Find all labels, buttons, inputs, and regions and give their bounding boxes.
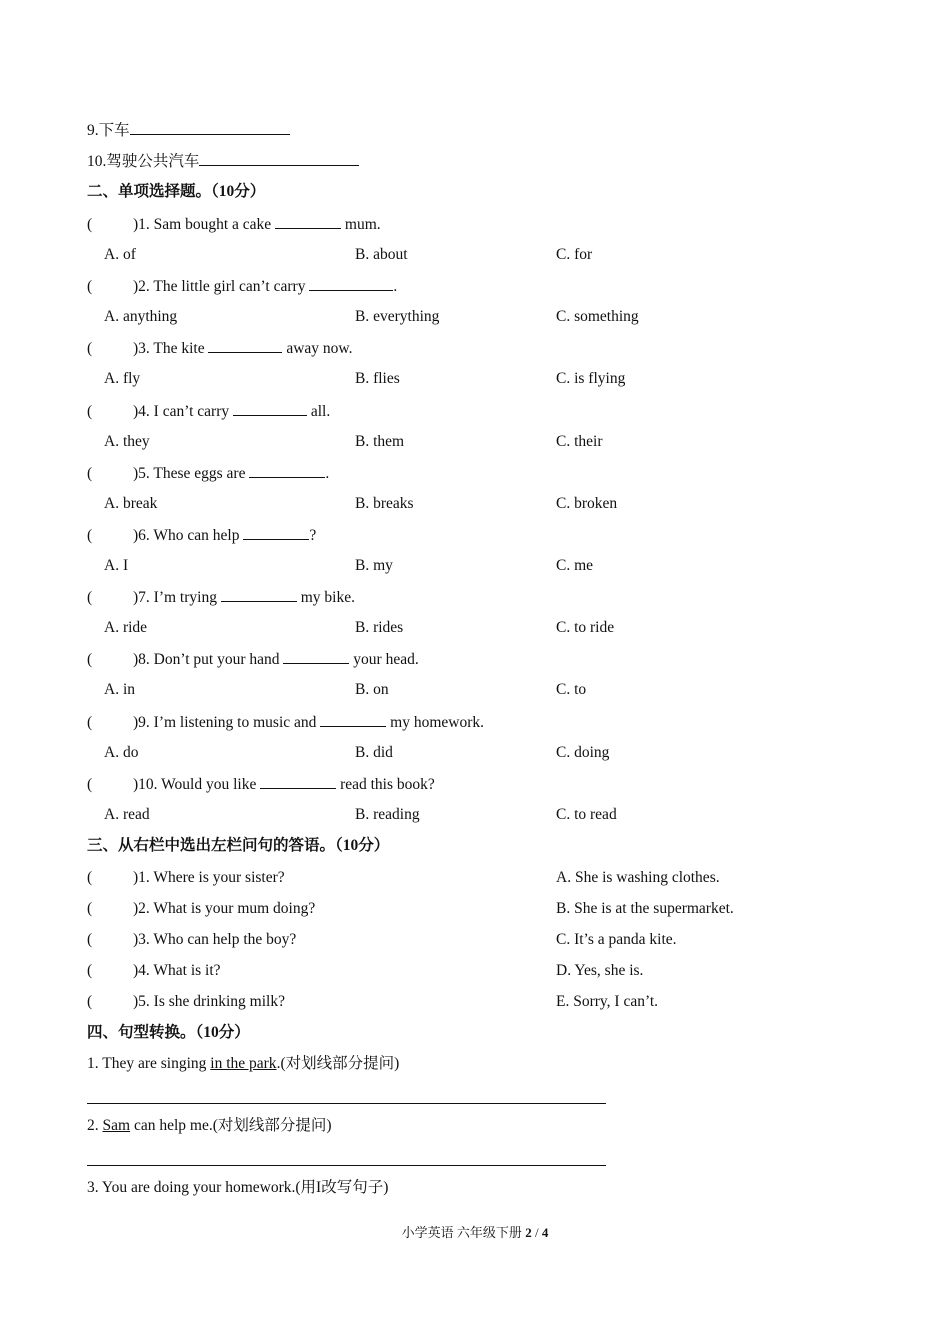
match-question-text: )5. Is she drinking milk? — [133, 993, 285, 1010]
question-stem-end: all. — [306, 402, 331, 420]
question-stem-end: away now. — [282, 340, 353, 358]
section4-question-1 — [87, 1054, 399, 1074]
footer-separator: / — [531, 1225, 542, 1240]
question-stem: )6. Who can help — [133, 527, 244, 544]
answer-paren[interactable]: ( — [87, 931, 93, 948]
question-stem-end: read this book? — [336, 775, 435, 793]
option-b[interactable]: B. about — [355, 246, 408, 263]
fill-blank — [260, 774, 336, 789]
option-c[interactable]: C. for — [556, 246, 593, 263]
answer-paren[interactable]: ( — [87, 962, 93, 979]
match-answer: E. Sorry, I can’t. — [556, 993, 659, 1010]
option-a[interactable]: A. I — [104, 557, 129, 574]
option-b[interactable]: B. flies — [355, 370, 400, 388]
question-stem: )2. The little girl can’t carry — [133, 278, 310, 296]
section4-title: 四、句型转换。（10分） — [87, 1024, 250, 1041]
fill-blank — [243, 525, 309, 540]
question-stem-end: . — [393, 278, 398, 296]
section4-question-2 — [87, 1116, 332, 1136]
q-instruction: can help me.(对划线部分提问) — [130, 1117, 332, 1134]
option-c[interactable]: C. to — [556, 681, 587, 699]
answer-paren[interactable]: ( — [87, 869, 93, 886]
match-question — [87, 961, 221, 981]
question-stem: )4. I can’t carry — [133, 402, 233, 420]
question-stem: )7. I’m trying — [133, 589, 221, 607]
answer-paren[interactable]: ( — [87, 589, 93, 607]
vocab-text: 9.下车 — [87, 122, 130, 139]
footer-page-number: 2 — [525, 1225, 532, 1240]
match-answer: B. She is at the supermarket. — [556, 900, 734, 917]
answer-line[interactable] — [87, 1103, 606, 1104]
question-stem: )3. The kite — [133, 340, 209, 358]
question-row — [87, 774, 435, 795]
option-a[interactable]: A. in — [104, 681, 135, 699]
question-stem-end: my homework. — [386, 713, 484, 731]
option-c[interactable]: C. is flying — [556, 370, 626, 388]
section4-question-3: 3. You are doing your homework.(用I改写句子) — [87, 1179, 389, 1196]
answer-paren[interactable]: ( — [87, 993, 93, 1010]
question-stem: )8. Don’t put your hand — [133, 651, 284, 669]
underlined-phrase: Sam — [102, 1117, 131, 1134]
option-b[interactable]: B. everything — [355, 308, 440, 326]
question-row — [87, 649, 419, 670]
question-stem: )5. These eggs are — [133, 464, 250, 482]
answer-paren[interactable]: ( — [87, 402, 93, 420]
option-a[interactable]: A. they — [104, 432, 150, 450]
fill-blank — [320, 712, 386, 727]
option-b[interactable]: B. rides — [355, 619, 404, 637]
match-answer: C. It’s a panda kite. — [556, 931, 677, 948]
option-b[interactable]: B. did — [355, 743, 393, 761]
vocab-item-9 — [87, 120, 290, 141]
question-stem: )10. Would you like — [133, 775, 261, 793]
question-row — [87, 338, 353, 359]
option-c[interactable]: C. to ride — [556, 619, 615, 637]
option-b[interactable]: B. on — [355, 681, 389, 699]
question-row — [87, 276, 397, 297]
option-c[interactable]: C. something — [556, 308, 639, 326]
fill-blank — [283, 649, 349, 664]
footer-page-total: 4 — [541, 1225, 549, 1240]
option-c[interactable]: C. their — [556, 432, 603, 450]
fill-blank — [221, 587, 297, 602]
answer-line[interactable] — [87, 1165, 606, 1166]
q-instruction: .(对划线部分提问) — [276, 1055, 400, 1072]
fill-blank — [233, 401, 307, 416]
answer-paren[interactable]: ( — [87, 527, 93, 544]
answer-paren[interactable]: ( — [87, 775, 93, 793]
option-a[interactable]: A. do — [104, 743, 139, 761]
question-stem-end: your head. — [349, 651, 419, 669]
option-c[interactable]: C. to read — [556, 805, 617, 823]
question-row — [87, 463, 329, 484]
question-row — [87, 587, 355, 608]
section2-title: 二、单项选择题。（10分） — [87, 183, 266, 200]
question-stem-end: my bike. — [296, 589, 355, 607]
underlined-phrase: in the park — [210, 1055, 277, 1072]
option-b[interactable]: B. reading — [355, 805, 420, 823]
vocab-item-10 — [87, 151, 359, 172]
answer-paren[interactable]: ( — [87, 216, 93, 233]
match-question-text: )4. What is it? — [133, 962, 221, 979]
section3-title: 三、从右栏中选出左栏问句的答语。（10分） — [87, 837, 390, 854]
page-footer — [0, 1224, 950, 1242]
match-question — [87, 930, 296, 950]
fill-blank — [249, 463, 325, 478]
q-text: 2. — [87, 1117, 103, 1134]
question-row — [87, 214, 381, 235]
match-answer: A. She is washing clothes. — [556, 869, 720, 886]
answer-paren[interactable]: ( — [87, 651, 93, 669]
fill-blank — [309, 276, 393, 291]
option-c[interactable]: C. broken — [556, 494, 618, 512]
answer-blank[interactable] — [199, 151, 359, 166]
question-stem-end: mum. — [341, 216, 381, 233]
option-b[interactable]: B. my — [355, 557, 393, 574]
match-question — [87, 868, 285, 888]
option-a[interactable]: A. anything — [104, 308, 178, 326]
question-stem: )9. I’m listening to music and — [133, 713, 321, 731]
question-stem-end: ? — [309, 527, 317, 544]
q-text: 1. They are singing — [87, 1055, 211, 1072]
match-question — [87, 899, 315, 919]
match-question-text: )1. Where is your sister? — [133, 869, 285, 886]
option-a[interactable]: A. of — [104, 246, 136, 263]
match-question — [87, 992, 285, 1012]
question-row — [87, 712, 484, 733]
question-row — [87, 401, 330, 422]
option-a[interactable]: A. break — [104, 494, 158, 512]
vocab-text: 10.驾驶公共汽车 — [87, 153, 200, 170]
fill-blank — [208, 338, 282, 353]
option-a[interactable]: A. fly — [104, 370, 141, 388]
option-b[interactable]: B. them — [355, 432, 405, 450]
question-stem-end: . — [325, 464, 330, 482]
option-b[interactable]: B. breaks — [355, 494, 414, 512]
match-question-text: )3. Who can help the boy? — [133, 931, 297, 948]
answer-paren[interactable]: ( — [87, 278, 93, 296]
answer-blank[interactable] — [130, 120, 290, 135]
option-a[interactable]: A. read — [104, 805, 150, 823]
answer-paren[interactable]: ( — [87, 900, 93, 917]
fill-blank — [275, 214, 341, 229]
option-a[interactable]: A. ride — [104, 619, 148, 637]
option-c[interactable]: C. me — [556, 557, 594, 574]
answer-paren[interactable]: ( — [87, 464, 93, 482]
answer-paren[interactable]: ( — [87, 340, 93, 358]
question-stem: )1. Sam bought a cake — [133, 216, 276, 233]
answer-paren[interactable]: ( — [87, 713, 93, 731]
match-answer: D. Yes, she is. — [556, 962, 644, 979]
footer-subject: 小学英语 六年级下册 — [401, 1225, 526, 1240]
question-row — [87, 525, 316, 546]
match-question-text: )2. What is your mum doing? — [133, 900, 316, 917]
option-c[interactable]: C. doing — [556, 743, 610, 761]
